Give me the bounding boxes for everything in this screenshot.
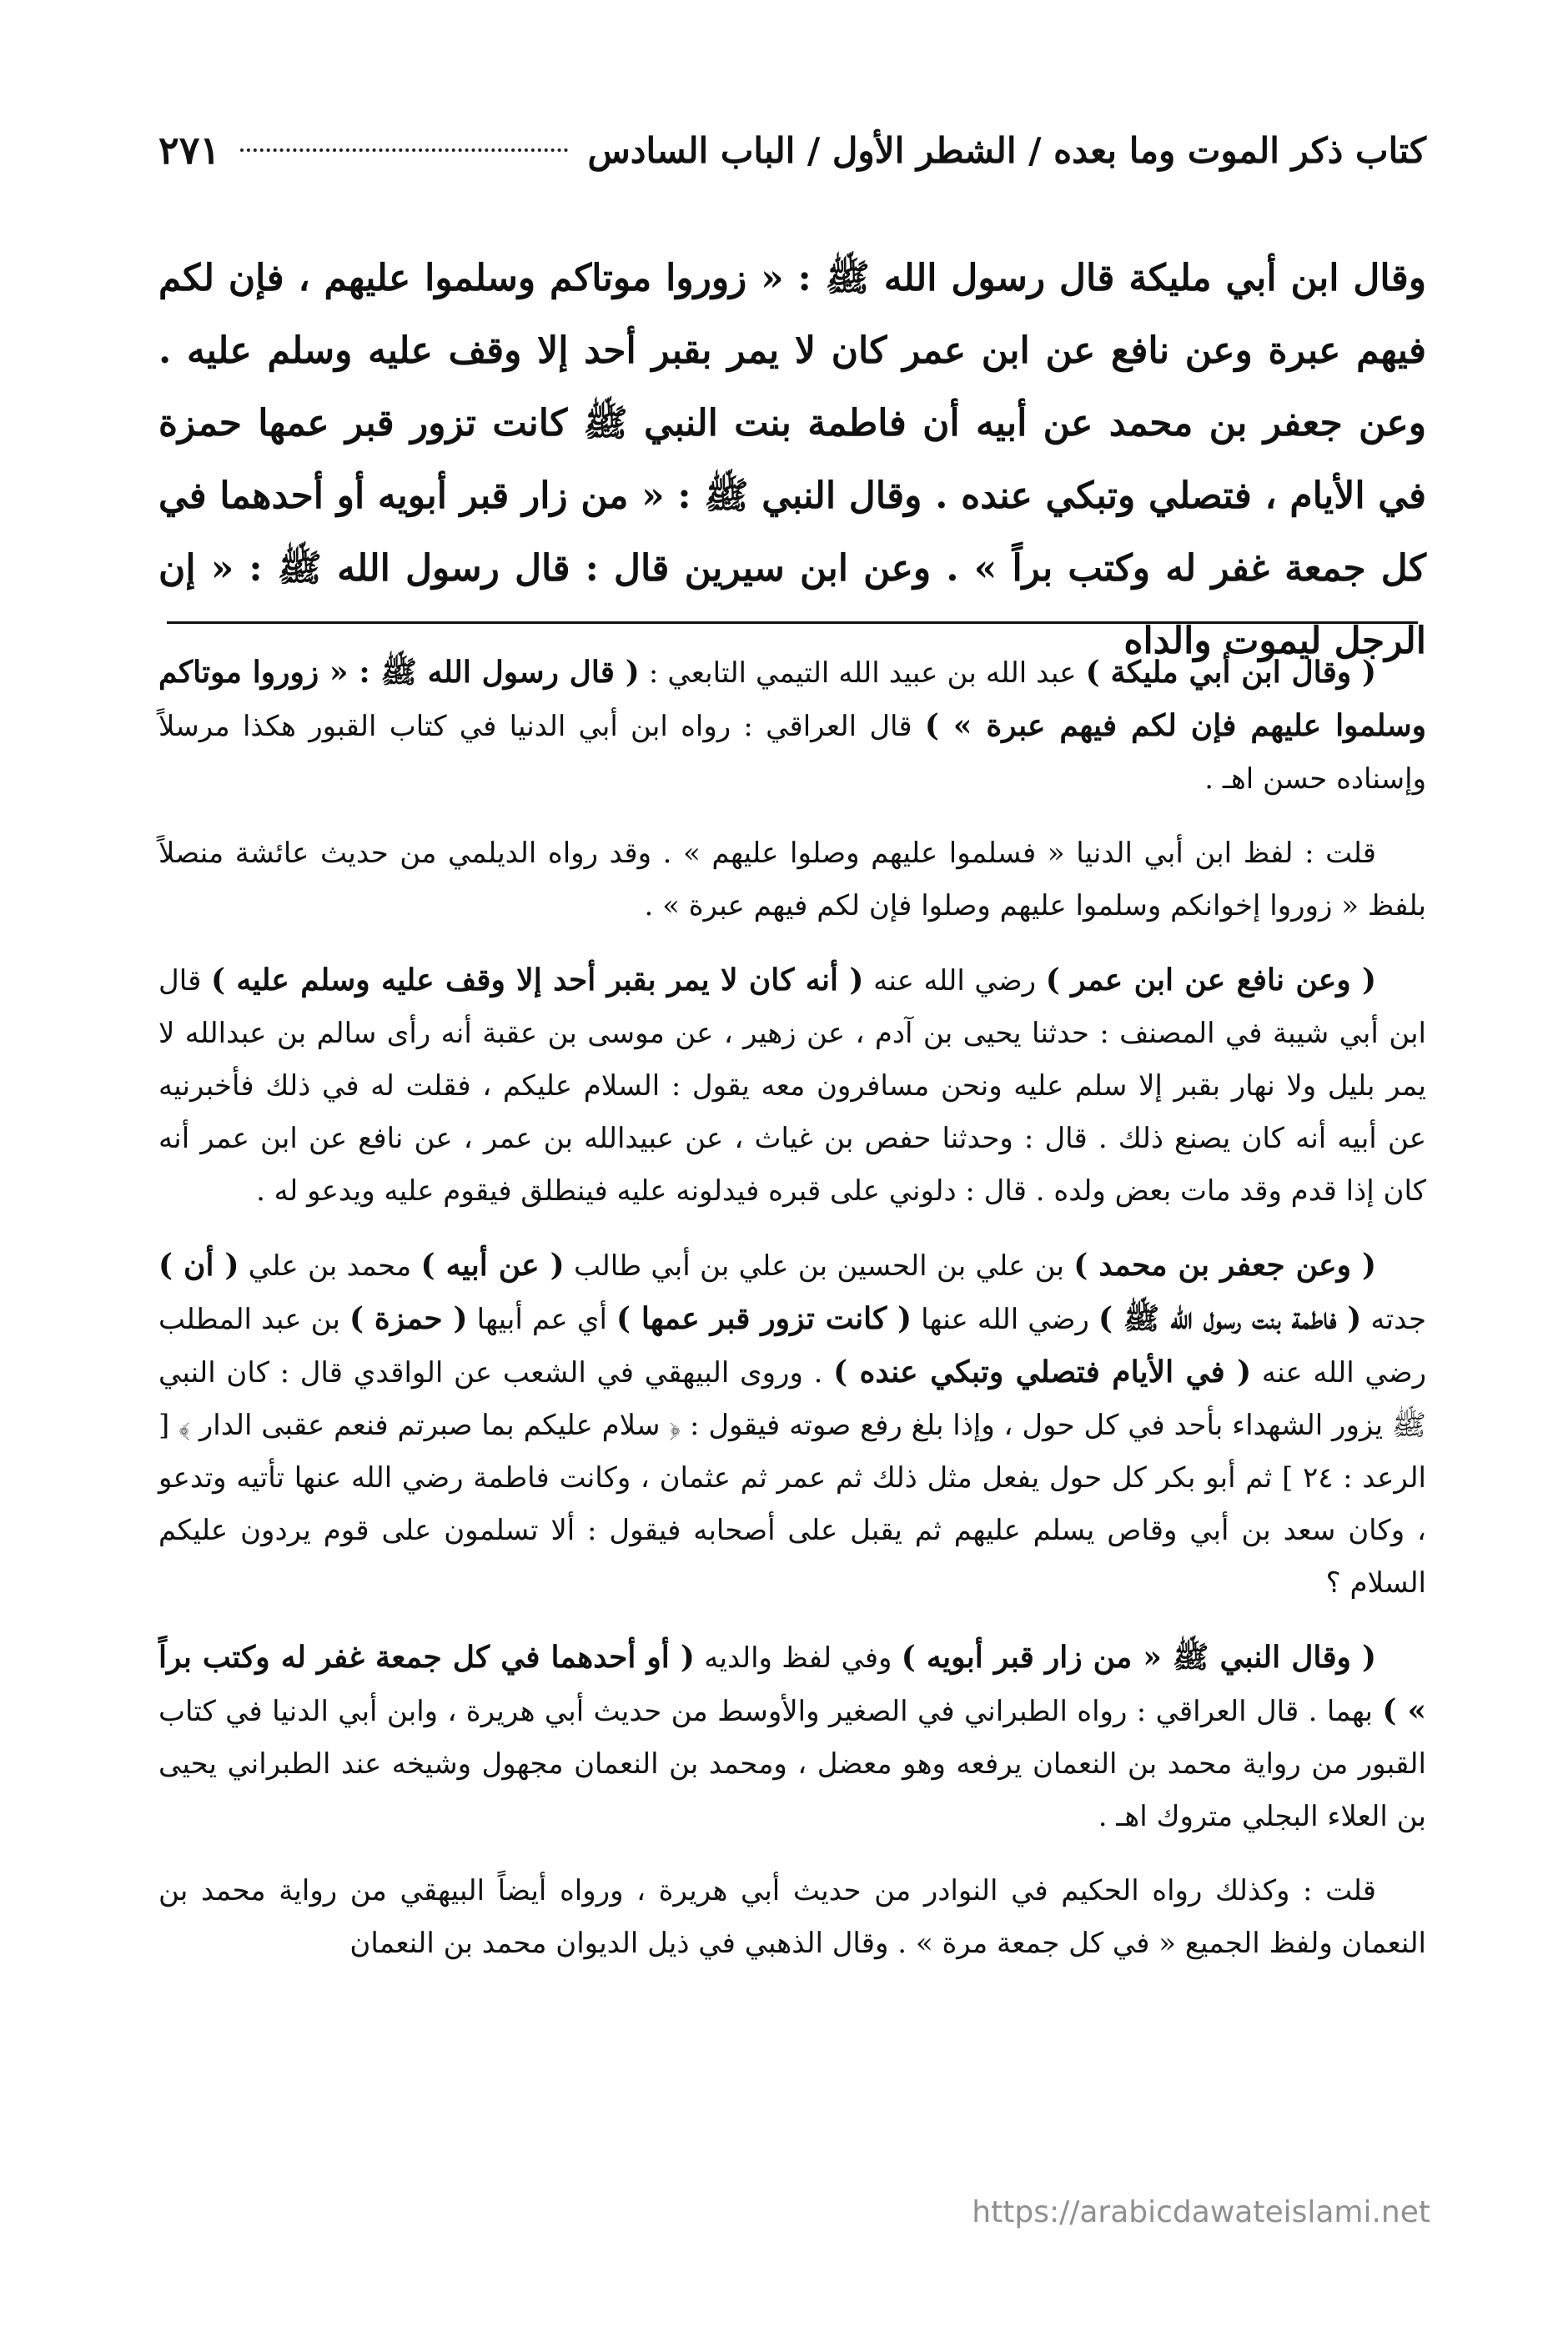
quoted-phrase: ( عن أبيه ) [420, 1248, 565, 1283]
quoted-phrase: ( قال رسول الله ﷺ : « زوروا موتاكم وسلموا عليهم فإن لكم فيهم عبرة » ) [158, 655, 1426, 743]
quoted-phrase: ( وقال النبي ﷺ « من زار قبر أبويه ) [901, 1640, 1376, 1675]
commentary-paragraph [158, 1865, 1426, 1970]
quoted-phrase: ( أن ) [158, 1248, 239, 1283]
commentary-paragraph [158, 646, 1426, 806]
commentary-text: أي عم أبيها [467, 1303, 617, 1336]
commentary-text: قال ابن أبي شيبة في المصنف : حدثنا يحيى بن آدم ، عن زهير ، عن موسى بن عقبة أنه رأى سالم بن عبدالله لا يمر بليل ولا نهار بقبر إلا سلم عليه ونحن مسافرون معه يقول : السلام عليكم ، فقلت له في ذلك فأخبرنيه عن أبيه أنه كان يصنع ذلك . قال : وحدثنا حفص بن غياث ، عن عبيدالله بن عمر ، عن نافع عن ابن عمر أنه كان إذا قدم وقد مات بعض ولده . قال : دلوني على قبره فيدلونه عليه فينطلق فيقوم عليه ويدعو له . [158, 964, 1427, 1208]
main-text: وقال ابن أبي مليكة قال رسول الله ﷺ : « زوروا موتاكم وسلموا عليهم ، فإن لكم فيهم عبرة وعن نافع عن ابن عمر كان لا يمر بقبر أحد إلا وقف عليه وسلم عليه . وعن جعفر بن محمد عن أبيه أن فاطمة بنت النبي ﷺ كانت تزور قبر عمها حمزة في الأيام ، فتصلي وتبكي عنده . وقال النبي ﷺ : « من زار قبر أبويه أو أحدهما في كل جمعة غفر له وكتب براً » . وعن ابن سيرين قال : قال رسول الله ﷺ : « إن الرجل ليموت والداه [158, 257, 1426, 662]
commentary-text: رضي الله عنه [863, 964, 1046, 998]
commentary-text: . وروى البيهقي في الشعب عن الواقدي قال : كان النبي ﷺ يزور الشهداء بأحد في كل حول ، وإذا بلغ رفع صوته فيقول : ﴿ سلام عليكم بما صبرتم فنعم عقبى الدار ﴾ [ الرعد : ٢٤ ] ثم أبو بكر كل حول يفعل مثل ذلك ثم عمر ثم عثمان ، وكانت فاطمة رضي الله عنها تأتيه وتدعو ، وكان سعد بن أبي وقاص يسلم عليهم ثم يقبل على أصحابه فيقول : ألا تسلمون على قوم يردون عليكم السلام ؟ [158, 1356, 1426, 1600]
commentary-text: بن عبد المطلب رضي الله عنه [158, 1303, 1426, 1390]
quoted-phrase: ( كانت تزور قبر عمها ) [616, 1301, 912, 1336]
watermark-url: https://arabicdawateislami.net [972, 2195, 1430, 2229]
header-title: كتاب ذكر الموت وما بعده / الشطر الأول / الباب السادس [587, 129, 1426, 171]
commentary-text: قلت : وكذلك رواه الحكيم في النوادر من حديث أبي هريرة ، ورواه أيضاً البيهقي من رواية محمد بن النعمان ولفظ الجميع « في كل جمعة مرة » . وقال الذهبي في ذيل الديوان محمد بن النعمان [158, 1874, 1426, 1960]
commentary-text: قال العراقي : رواه ابن أبي الدنيا في كتاب القبور هكذا مرسلاً وإسناده حسن اهـ . [158, 710, 1426, 796]
quoted-phrase: ( وقال ابن أبي مليكة ) [1085, 655, 1376, 690]
quoted-phrase: ( حمزة ) [349, 1301, 468, 1336]
header-dot-leader [240, 148, 567, 152]
commentary [158, 646, 1426, 1970]
commentary-paragraph [158, 954, 1426, 1218]
commentary-text: عبد الله بن عبيد الله التيمي التابعي : [639, 656, 1086, 690]
quoted-phrase: ( وعن جعفر بن محمد ) [1073, 1248, 1376, 1283]
quoted-phrase: ( في الأيام فتصلي وتبكي عنده ) [833, 1354, 1252, 1390]
commentary-text: قلت : لفظ ابن أبي الدنيا « فسلموا عليهم وصلوا عليهم » . وقد رواه الديلمي من حديث عائشة منصلاً بلفظ « زوروا إخوانكم وسلموا عليهم وصلوا فإن لكم فيهم عبرة » . [158, 837, 1426, 922]
commentary-paragraph [158, 1239, 1426, 1610]
quoted-phrase: ( أنه كان لا يمر بقبر أحد إلا وقف عليه وسلم عليه ) [210, 962, 864, 998]
running-header [158, 117, 1426, 183]
commentary-paragraph [158, 1631, 1426, 1843]
commentary-text: بن علي بن الحسين بن علي بن أبي طالب [564, 1249, 1074, 1283]
quoted-phrase: ( وعن نافع عن ابن عمر ) [1045, 962, 1376, 998]
quoted-phrase: ( فاطمة بنت رسول الله ﷺ ) [1098, 1301, 1362, 1336]
commentary-text: جدته [1361, 1303, 1426, 1336]
commentary-text: رضي الله عنها [912, 1303, 1098, 1336]
commentary-text: بهما . قال العراقي : رواه الطبراني في الصغير والأوسط من حديث أبي هريرة ، وابن أبي الدنيا في كتاب القبور من رواية محمد بن النعمان يرفعه وهو معضل ، ومحمد بن النعمان مجهول وشيخه عند الطبراني يحيى بن العلاء البجلي متروك اهـ . [158, 1695, 1426, 1833]
page-number: ٢٧١ [158, 128, 221, 173]
footnote-divider [167, 621, 1418, 624]
commentary-text: محمد بن علي [239, 1249, 421, 1283]
commentary-paragraph [158, 827, 1426, 932]
commentary-text: وفي لفظ والديه [694, 1641, 902, 1675]
quoted-phrase: ( أو أحدهما في كل جمعة غفر له وكتب براً » ) [158, 1640, 1426, 1728]
